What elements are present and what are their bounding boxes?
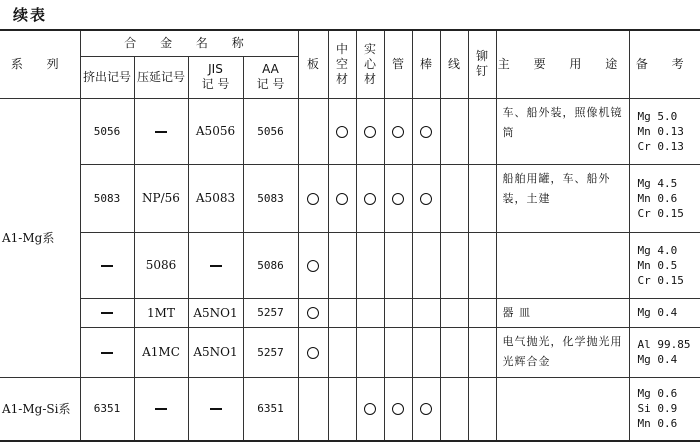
dash-mark xyxy=(101,265,113,267)
extrusion-code-cell xyxy=(80,298,134,327)
jis-code-cell xyxy=(188,232,243,298)
form-cell xyxy=(412,232,440,298)
jis-code-cell: A5083 xyxy=(188,164,243,232)
form-cell xyxy=(328,232,356,298)
use-cell: 船舶用罐，车、船外装，土建 xyxy=(496,164,629,232)
form-cell xyxy=(412,164,440,232)
aa-code-cell: 5257 xyxy=(243,298,298,327)
form-cell xyxy=(328,164,356,232)
series-label: A1-Mg系 xyxy=(0,98,80,377)
header-hollow: 中 空 材 xyxy=(328,30,356,98)
header-uses: 主 要 用 途 xyxy=(496,30,629,98)
form-cell xyxy=(468,298,496,327)
dash-mark xyxy=(101,352,113,354)
rolling-code-cell: 5086 xyxy=(134,232,188,298)
rolling-code-cell xyxy=(134,98,188,164)
header-aa: AA 记 号 xyxy=(243,56,298,98)
note-cell: Mg 4.0 Mn 0.5 Cr 0.15 xyxy=(629,232,700,298)
circle-mark xyxy=(307,193,319,205)
form-cell xyxy=(328,327,356,377)
use-cell xyxy=(496,232,629,298)
form-cell xyxy=(356,298,384,327)
form-cell xyxy=(440,164,468,232)
form-cell xyxy=(356,98,384,164)
rolling-code-cell: 1MT xyxy=(134,298,188,327)
form-cell xyxy=(328,298,356,327)
header-plate: 板 xyxy=(298,30,328,98)
header-rolling-code: 压延记号 xyxy=(134,56,188,98)
aa-code-cell: 5083 xyxy=(243,164,298,232)
header-rivet: 铆 钉 xyxy=(468,30,496,98)
table-continued-title: 续表 xyxy=(13,6,48,24)
alloy-table xyxy=(0,29,700,442)
form-cell xyxy=(298,164,328,232)
use-cell: 电气抛光，化学抛光用光辉合金 xyxy=(496,327,629,377)
circle-mark xyxy=(307,307,319,319)
extrusion-code-cell: 5083 xyxy=(80,164,134,232)
header-jis: JIS 记 号 xyxy=(188,56,243,98)
form-cell xyxy=(468,164,496,232)
circle-mark xyxy=(392,403,404,415)
use-cell: 车、船外装，照像机镜筒 xyxy=(496,98,629,164)
note-cell: Mg 4.5 Mn 0.6 Cr 0.15 xyxy=(629,164,700,232)
jis-code-cell: A5056 xyxy=(188,98,243,164)
note-cell: Mg 5.0 Mn 0.13 Cr 0.13 xyxy=(629,98,700,164)
use-cell xyxy=(496,377,629,441)
form-cell xyxy=(384,327,412,377)
aa-code-cell: 6351 xyxy=(243,377,298,441)
extrusion-code-cell xyxy=(80,232,134,298)
form-cell xyxy=(356,232,384,298)
note-cell: Mg 0.4 xyxy=(629,298,700,327)
form-cell xyxy=(412,98,440,164)
form-cell xyxy=(298,298,328,327)
form-cell xyxy=(384,377,412,441)
form-cell xyxy=(384,98,412,164)
form-cell xyxy=(440,298,468,327)
form-cell xyxy=(440,232,468,298)
form-cell xyxy=(384,164,412,232)
extrusion-code-cell: 5056 xyxy=(80,98,134,164)
form-cell xyxy=(328,377,356,441)
table-row xyxy=(0,164,700,232)
jis-code-cell xyxy=(188,377,243,441)
form-cell xyxy=(384,298,412,327)
header-series: 系 列 xyxy=(0,30,80,98)
circle-mark xyxy=(364,126,376,138)
circle-mark xyxy=(336,193,348,205)
note-cell: Al 99.85 Mg 0.4 xyxy=(629,327,700,377)
form-cell xyxy=(298,327,328,377)
form-cell xyxy=(468,232,496,298)
aa-code-cell: 5086 xyxy=(243,232,298,298)
circle-mark xyxy=(307,347,319,359)
form-cell xyxy=(440,98,468,164)
header-tube: 管 xyxy=(384,30,412,98)
rolling-code-cell: A1MC xyxy=(134,327,188,377)
circle-mark xyxy=(336,126,348,138)
header-solid: 实 心 材 xyxy=(356,30,384,98)
form-cell xyxy=(468,377,496,441)
form-cell xyxy=(412,327,440,377)
form-cell xyxy=(298,377,328,441)
form-cell xyxy=(356,377,384,441)
header-extrusion-code: 挤出记号 xyxy=(80,56,134,98)
dash-mark xyxy=(155,408,167,410)
form-cell xyxy=(468,327,496,377)
rolling-code-cell: NP/56 xyxy=(134,164,188,232)
extrusion-code-cell: 6351 xyxy=(80,377,134,441)
circle-mark xyxy=(364,403,376,415)
aa-code-cell: 5056 xyxy=(243,98,298,164)
dash-mark xyxy=(101,312,113,314)
use-cell: 器 皿 xyxy=(496,298,629,327)
extrusion-code-cell xyxy=(80,327,134,377)
header-notes: 备 考 xyxy=(629,30,700,98)
form-cell xyxy=(412,377,440,441)
dash-mark xyxy=(210,408,222,410)
jis-code-cell: A5NO1 xyxy=(188,298,243,327)
table-row xyxy=(0,377,700,441)
form-cell xyxy=(298,98,328,164)
form-cell xyxy=(298,232,328,298)
table-row xyxy=(0,98,700,164)
form-cell xyxy=(468,98,496,164)
jis-code-cell: A5NO1 xyxy=(188,327,243,377)
dash-mark xyxy=(210,265,222,267)
dash-mark xyxy=(155,131,167,133)
form-cell xyxy=(440,327,468,377)
circle-mark xyxy=(392,126,404,138)
form-cell xyxy=(356,327,384,377)
circle-mark xyxy=(420,126,432,138)
circle-mark xyxy=(420,193,432,205)
form-cell xyxy=(412,298,440,327)
form-cell xyxy=(356,164,384,232)
table-row xyxy=(0,298,700,327)
circle-mark xyxy=(307,260,319,272)
form-cell xyxy=(328,98,356,164)
aa-code-cell: 5257 xyxy=(243,327,298,377)
note-cell: Mg 0.6 Si 0.9 Mn 0.6 xyxy=(629,377,700,441)
circle-mark xyxy=(420,403,432,415)
circle-mark xyxy=(364,193,376,205)
form-cell xyxy=(384,232,412,298)
table-row xyxy=(0,232,700,298)
rolling-code-cell xyxy=(134,377,188,441)
form-cell xyxy=(440,377,468,441)
circle-mark xyxy=(392,193,404,205)
header-wire: 线 xyxy=(440,30,468,98)
header-bar: 棒 xyxy=(412,30,440,98)
table-row xyxy=(0,327,700,377)
series-label: A1-Mg-Si系 xyxy=(0,377,80,441)
header-alloy-name: 合 金 名 称 xyxy=(80,30,298,56)
